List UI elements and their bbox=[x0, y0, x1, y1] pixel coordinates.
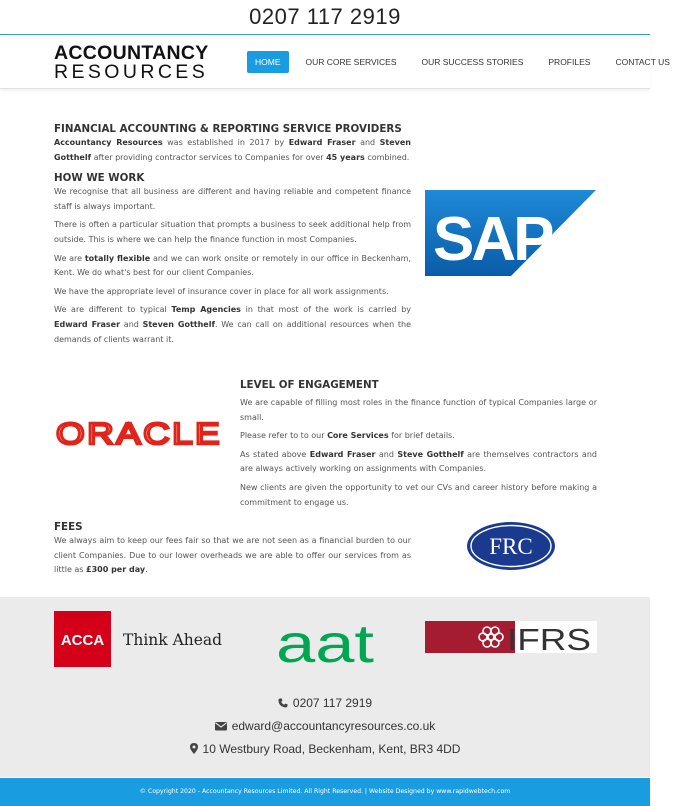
sap-logo bbox=[425, 190, 596, 276]
section-engagement bbox=[240, 378, 597, 510]
fees-title: FEES bbox=[54, 521, 83, 533]
phone-icon bbox=[278, 698, 288, 708]
engagement-title: LEVEL OF ENGAGEMENT bbox=[240, 379, 379, 391]
acca-logo bbox=[54, 611, 226, 667]
nav-profiles[interactable]: PROFILES bbox=[548, 57, 591, 67]
main-nav bbox=[247, 51, 687, 73]
logo-line-1: ACCOUNTANCY bbox=[54, 42, 209, 64]
footer-copyright[interactable]: © Copyright 2020 - Accountancy Resources Limited. All Right Reserved. | Website Designed by www.rapidwebtech.com bbox=[139, 788, 511, 795]
nav-contact-us[interactable]: CONTACT US bbox=[615, 57, 670, 67]
top-phone-number[interactable]: 0207 117 2919 bbox=[249, 4, 401, 29]
how-we-work-title: HOW WE WORK bbox=[54, 172, 145, 185]
site-logo[interactable] bbox=[54, 44, 214, 82]
engagement-paragraph-2: Please refer to to our Core Services for brief details. bbox=[240, 431, 455, 441]
contact-phone: 0207 117 2919 bbox=[292, 696, 373, 710]
aat-logo bbox=[276, 614, 376, 674]
about-intro: Accountancy Resources was established in 2017 by Edward Fraser and Steven Gotthelf after providing contractor services to Companies for over 45 years combined. bbox=[54, 138, 411, 162]
accreditation-band bbox=[0, 597, 650, 777]
frc-logo-text: FRC bbox=[489, 534, 533, 559]
how-paragraph-2: There is often a particular situation that prompts a business to seek additional help from outside. This is where we can help the finance function in most Companies. bbox=[54, 220, 411, 244]
oracle-logo-text: ORACLE bbox=[56, 416, 222, 451]
about-title: FINANCIAL ACCOUNTING & REPORTING SERVICE PROVIDERS bbox=[54, 123, 402, 135]
contact-block bbox=[0, 692, 650, 761]
map-marker-icon bbox=[190, 743, 198, 754]
frc-logo bbox=[466, 521, 556, 571]
acca-badge-text: ACCA bbox=[60, 632, 105, 649]
nav-core-services[interactable]: OUR CORE SERVICES bbox=[305, 57, 397, 67]
aat-logo-text: aat bbox=[276, 614, 374, 674]
oracle-logo bbox=[54, 416, 224, 451]
engagement-paragraph-3: As stated above Edward Fraser and Steve Gotthelf are themselves contractors and are always actively working on assignments with Companies. bbox=[240, 449, 597, 474]
contact-phone-row[interactable] bbox=[0, 692, 650, 715]
how-paragraph-3: We are totally flexible and we can work onsite or remotely in our office in Beckenham, Kent. We do what's best for our client Companies. bbox=[54, 253, 412, 278]
section-fees bbox=[54, 520, 411, 578]
top-bar bbox=[0, 0, 650, 35]
envelope-icon bbox=[215, 721, 227, 731]
contact-email: edward@accountancyresources.co.uk bbox=[231, 719, 436, 733]
logo-line-2: RESOURCES bbox=[54, 61, 209, 83]
fees-paragraph: We always aim to keep our fees fair so that we are not seen as a financial burden to our client Companies. Due to our lower overheads we are able to offer our services from as little as £300 per day. bbox=[54, 536, 411, 575]
site-footer bbox=[0, 778, 650, 806]
ifrs-logo-text: IFRS bbox=[507, 622, 591, 657]
sap-logo-text: SAP bbox=[433, 205, 552, 274]
contact-email-row[interactable] bbox=[0, 715, 650, 738]
acca-tagline: Think Ahead bbox=[123, 631, 223, 649]
contact-address: 10 Westbury Road, Beckenham, Kent, BR3 4DD bbox=[202, 742, 461, 756]
contact-address-row bbox=[0, 738, 650, 761]
engagement-paragraph-1: We are capable of filling most roles in the finance function of typical Companies large or small. bbox=[240, 398, 597, 422]
nav-home[interactable]: HOME bbox=[247, 51, 289, 73]
ifrs-logo bbox=[425, 617, 597, 657]
how-paragraph-4: We have the appropriate level of insurance cover in place for all work assignments. bbox=[54, 286, 389, 296]
site-header bbox=[0, 35, 670, 89]
how-paragraph-5: We are different to typical Temp Agencies in that most of the work is carried by Edward Fraser and Steven Gotthelf. We can call on additional resources when the demands of clients warrant it. bbox=[54, 305, 411, 344]
engagement-paragraph-4: New clients are given the opportunity to vet our CVs and career history before making a commitment to engage us. bbox=[240, 482, 597, 507]
how-paragraph-1: We recognise that all business are different and having reliable and competent finance staff is always important. bbox=[54, 187, 411, 211]
nav-success-stories[interactable]: OUR SUCCESS STORIES bbox=[421, 57, 524, 67]
section-about bbox=[54, 122, 411, 347]
